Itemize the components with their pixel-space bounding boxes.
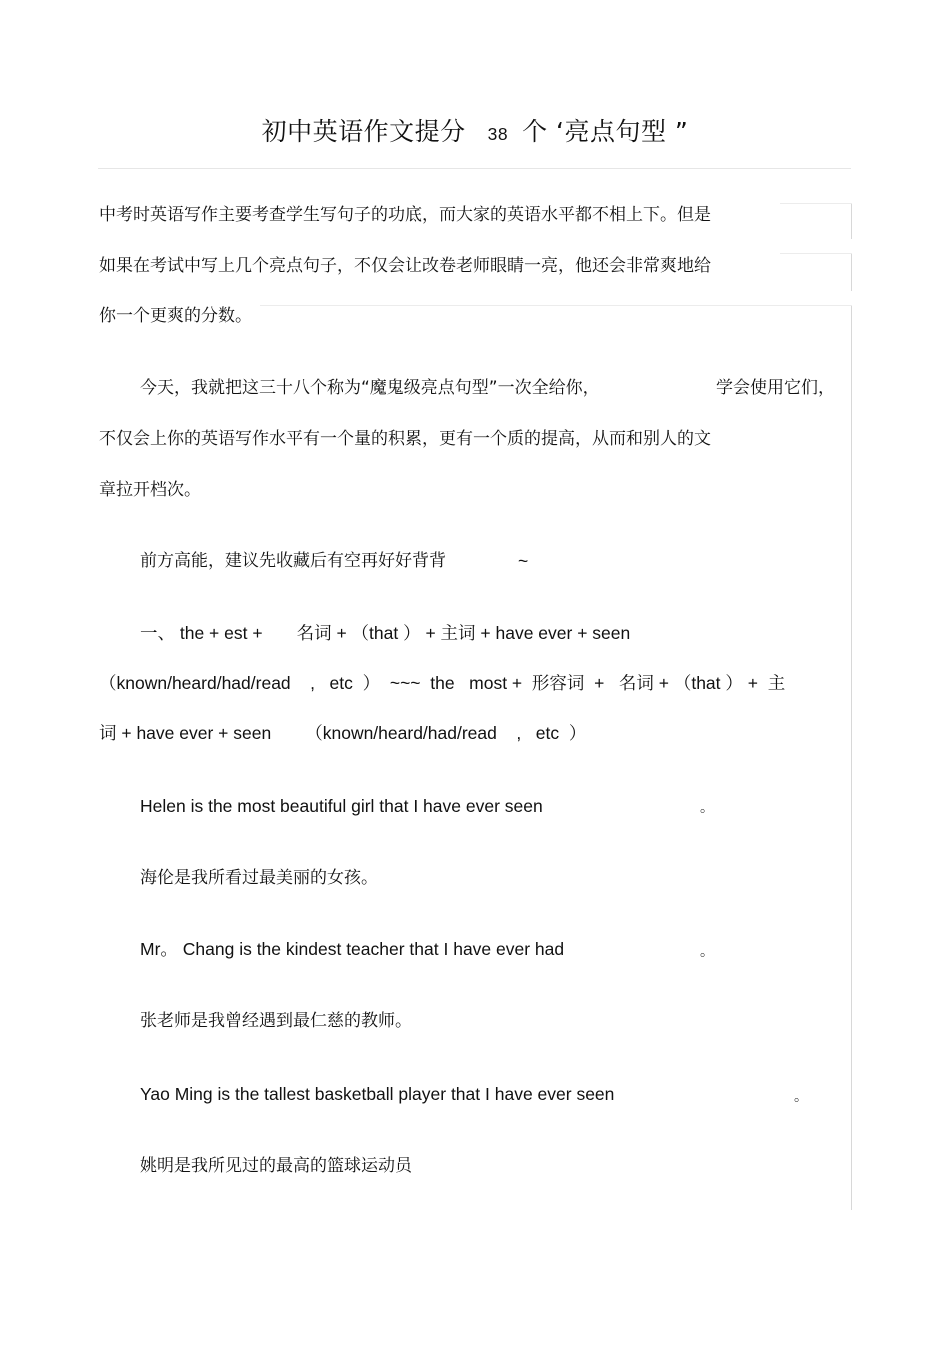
border-artifact-4 <box>780 253 852 254</box>
example-2-en: Mr。 Chang is the kindest teacher that I have ever had <box>140 939 565 959</box>
example-1-mark: 。 <box>700 800 714 816</box>
example-2-zh: 张老师是我曾经遇到最仁慈的教师。 <box>140 1011 412 1031</box>
para2-line-1a: 今天，我就把这三十八个称为“魔鬼级亮点句型”一次全给你， <box>140 378 600 398</box>
border-artifact-5 <box>851 305 852 1210</box>
intro-line-2: 如果在考试中写上几个亮点句子，不仅会让改卷老师眼睛一亮，他还会非常爽地给 <box>99 256 711 276</box>
title-number: 38 <box>487 124 509 144</box>
border-artifact-1 <box>851 203 852 239</box>
para2-line-2: 不仅会上你的英语写作水平有一个量的积累，更有一个质的提高，从而和别人的文 <box>99 429 711 449</box>
intro-line-3: 你一个更爽的分数。 <box>99 306 252 326</box>
intro-line-1: 中考时英语写作主要考查学生写句子的功底，而大家的英语水平都不相上下。但是 <box>99 205 711 225</box>
example-1-en: Helen is the most beautiful girl that I have ever seen <box>140 796 543 816</box>
title-part1: 初中英语作文提分 <box>261 117 466 146</box>
example-2-mark: 。 <box>700 944 714 960</box>
border-artifact-6 <box>260 305 852 306</box>
title-divider <box>98 168 851 169</box>
para2-line-1b: 学会使用它们， <box>716 378 835 398</box>
title-part2: 个 ‘亮点句型 ” <box>522 117 689 146</box>
pattern1-line-2: （known/heard/had/read , etc ） ~~~ the most + 形容词 + 名词 + （that ） + 主 <box>99 673 786 693</box>
example-3-zh: 姚明是我所见过的最高的篮球运动员 <box>140 1156 412 1176</box>
example-3-en: Yao Ming is the tallest basketball player that I have ever seen <box>140 1084 615 1104</box>
para2-line-3: 章拉开档次。 <box>99 480 201 500</box>
pattern1-line-3: 词 + have ever + seen （known/heard/had/read , etc ） <box>99 723 587 743</box>
para3-text: 前方高能，建议先收藏后有空再好好背背 <box>140 551 446 571</box>
example-3-mark: 。 <box>794 1089 808 1105</box>
border-artifact-2 <box>780 203 852 204</box>
page-title <box>0 112 950 148</box>
example-1-zh: 海伦是我所看过最美丽的女孩。 <box>140 868 378 888</box>
border-artifact-3 <box>851 253 852 291</box>
pattern1-line-1: 一、 the + est + 名词 + （that ） + 主词 + have ever + seen <box>140 623 631 643</box>
para3-tilde: ~ <box>518 551 529 571</box>
